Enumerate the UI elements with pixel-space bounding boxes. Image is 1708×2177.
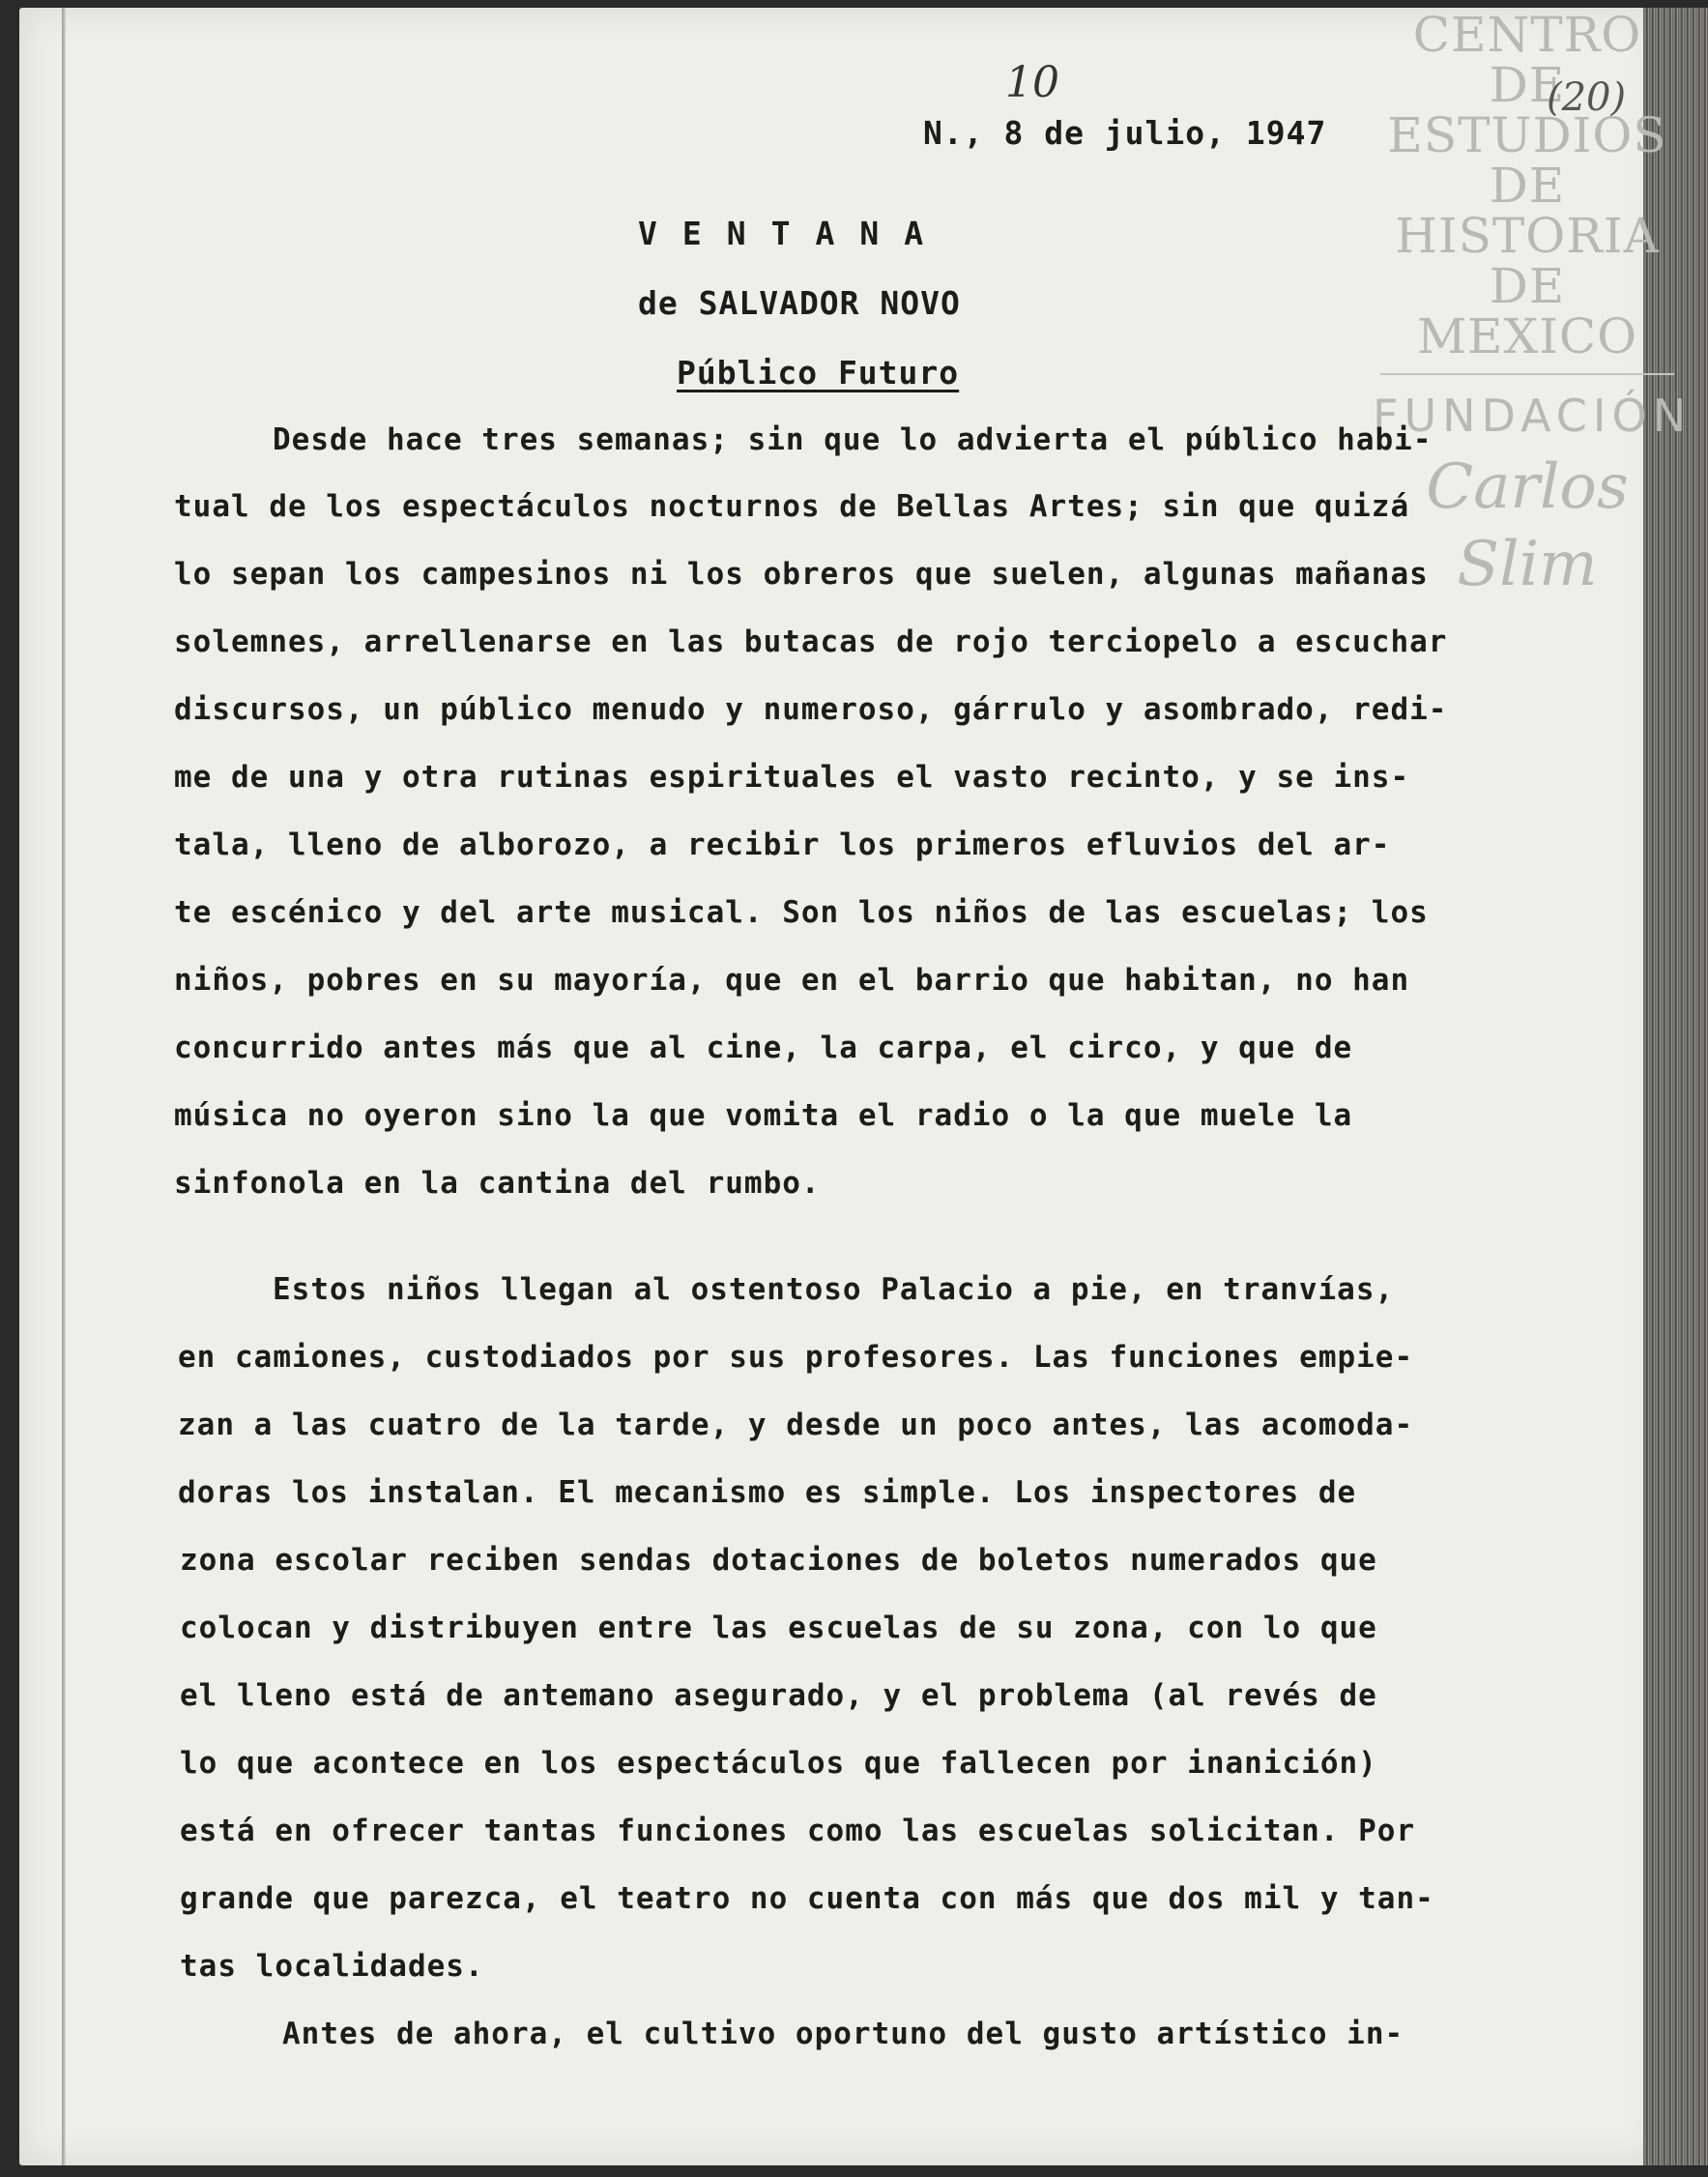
handwritten-corner-mark: (20) <box>1547 75 1627 120</box>
watermark-line: ESTUDIOS <box>1387 107 1667 163</box>
body-line: Antes de ahora, el cultivo oportuno del gusto artístico in- <box>282 2017 1404 2051</box>
body-line: colocan y distribuyen entre las escuelas de su zona, con lo que <box>180 1611 1377 1645</box>
body-line: el lleno está de antemano asegurado, y el problema (al revés de <box>180 1678 1377 1713</box>
document-subtitle: Público Futuro <box>677 354 960 392</box>
body-line: tas localidades. <box>180 1949 484 1984</box>
body-line: música no oyeron sino la que vomita el radio o la que muele la <box>174 1098 1353 1133</box>
watermark-signature: Carlos Slim <box>1426 451 1629 600</box>
body-line: lo sepan los campesinos ni los obreros que suelen, algunas mañanas <box>174 557 1429 592</box>
body-line: niños, pobres en su mayoría, que en el barrio que habitan, no han <box>174 963 1410 998</box>
body-line: tual de los espectáculos nocturnos de Bellas Artes; sin que quizá <box>174 489 1410 524</box>
body-line: Desde hace tres semanas; sin que lo advierta el público habi- <box>273 422 1433 457</box>
page-fold-edge <box>62 8 66 2165</box>
body-line: lo que acontece en los espectáculos que fallecen por inanición) <box>180 1746 1377 1781</box>
body-line: zan a las cuatro de la tarde, y desde un poco antes, las acomoda- <box>178 1408 1414 1442</box>
watermark-line: DE MEXICO <box>1416 258 1638 364</box>
body-line: te escénico y del arte musical. Son los niños de las escuelas; los <box>174 895 1429 930</box>
watermark-line: CENTRO DE <box>1412 7 1642 113</box>
document-title: VENTANA <box>638 215 949 252</box>
body-line: zona escolar reciben sendas dotaciones de boletos numerados que <box>180 1543 1377 1578</box>
watermark-foundation: FUNDACIÓN <box>1373 390 1693 442</box>
body-line: doras los instalan. El mecanismo es simple. Los inspectores de <box>178 1475 1357 1510</box>
body-line: grande que parezca, el teatro no cuenta con más que dos mil y tan- <box>180 1881 1434 1916</box>
watermark-divider <box>1380 373 1674 375</box>
body-line: en camiones, custodiados por sus profesores. Las funciones empie- <box>178 1340 1414 1375</box>
document-author: de SALVADOR NOVO <box>638 284 961 322</box>
body-line: concurrido antes más que al cine, la carpa, el circo, y que de <box>174 1030 1353 1065</box>
handwritten-page-number: 10 <box>1005 58 1059 107</box>
body-line: está en ofrecer tantas funciones como las escuelas solicitan. Por <box>180 1814 1416 1848</box>
archive-watermark <box>1373 7 1693 600</box>
body-line: tala, lleno de alborozo, a recibir los primeros efluvios del ar- <box>174 827 1391 862</box>
body-line: discursos, un público menudo y numeroso, gárrulo y asombrado, redi- <box>174 692 1448 727</box>
document-date: N., 8 de julio, 1947 <box>923 114 1327 152</box>
body-line: me de una y otra rutinas espirituales el vasto recinto, y se ins- <box>174 760 1410 795</box>
watermark-line: DE HISTORIA <box>1395 158 1660 264</box>
body-line: sinfonola en la cantina del rumbo. <box>174 1166 821 1201</box>
body-line: solemnes, arrellenarse en las butacas de rojo terciopelo a escuchar <box>174 624 1448 659</box>
body-line: Estos niños llegan al ostentoso Palacio a pie, en tranvías, <box>273 1272 1395 1307</box>
